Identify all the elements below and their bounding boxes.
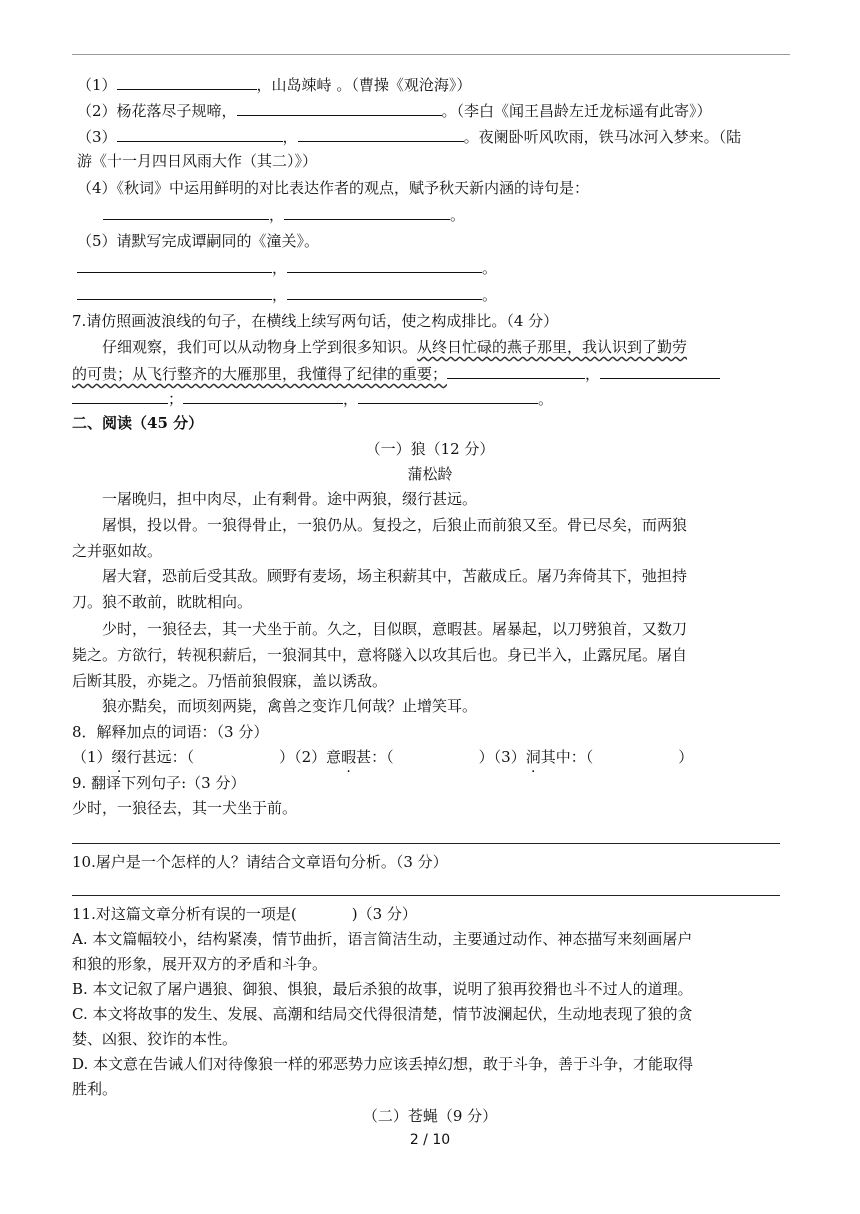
answer-blank[interactable] <box>117 124 283 142</box>
question-text: 。夜阑卧听风吹雨，铁马冰河入梦来。（陆 <box>463 128 742 146</box>
question-1-line <box>77 72 790 97</box>
question-4-line: （4）《秋词》中运用鲜明的对比表达作者的观点，赋予秋天新内涵的诗句是： <box>77 179 590 197</box>
question-2-line <box>77 98 790 123</box>
item-number: （1） <box>72 748 112 766</box>
question-number: （1） <box>77 76 117 94</box>
paragraph-cont: 之并驱如故。 <box>72 542 163 560</box>
item-text: 甚：（ <box>356 748 394 766</box>
question-8-line: 8．解释加点的词语：（3 分） <box>72 723 269 741</box>
question-4-answer <box>77 202 790 227</box>
comma: ， <box>272 259 288 277</box>
answer-blank[interactable] <box>298 124 464 142</box>
question-text: 。（李白《闻王昌龄左迁龙标遥有此寄》） <box>441 102 712 120</box>
question-8-items <box>72 745 790 769</box>
article-author: 蒲松龄 <box>407 465 453 483</box>
answer-blank[interactable] <box>284 202 450 220</box>
question-text: ，山岛竦峙 。（曹操《观沧海》） <box>256 76 472 94</box>
paragraph: 一屠晚归，担中肉尽，止有剩骨。途中两狼，缀行甚远。 <box>102 490 478 508</box>
answer-blank[interactable] <box>77 255 272 273</box>
question-7-body-3 <box>72 386 790 411</box>
question-9-line: 9. 翻译下列句子:（3 分） <box>72 774 246 792</box>
comma: ， <box>269 206 285 224</box>
body-text: 仔细观察，我们可以从动物身上学到很多知识。 <box>102 338 418 356</box>
question-3-cont: 游《十一月四日风雨大作（其二）》） <box>77 152 318 170</box>
answer-blank[interactable] <box>103 202 269 220</box>
option-a-cont: 和狼的形象，展开双方的矛盾和斗争。 <box>72 955 328 973</box>
answer-blank[interactable] <box>77 282 272 300</box>
item-text: 行甚远：（ <box>126 748 195 766</box>
answer-line[interactable] <box>72 843 780 844</box>
question-5-line: （5）请默写完成谭嗣同的《潼关》。 <box>77 232 320 250</box>
article-2-title: （二）苍蝇（9 分） <box>362 1107 498 1125</box>
question-11-line <box>72 902 790 926</box>
option-d: D. 本文意在告诫人们对待像狼一样的邪恶势力应该丢掉幻想，敢于斗争，善于斗争，才能取得 <box>72 1055 694 1073</box>
answer-blank[interactable] <box>117 72 257 90</box>
item-text: ） <box>678 748 694 766</box>
question-9-sentence: 少时，一狼径去，其一犬坐于前。 <box>72 799 298 817</box>
question-10-line: 10.屠户是一个怎样的人？请结合文章语句分析。（3 分） <box>72 853 448 871</box>
section-heading: 二、阅读（45 分） <box>72 414 204 432</box>
question-7-body-2 <box>72 361 790 386</box>
semicolon: ； <box>168 390 184 408</box>
question-text: 11.对这篇文章分析有误的一项是( <box>72 905 297 923</box>
answer-line[interactable] <box>72 895 780 896</box>
article-title: （一）狼（12 分） <box>365 440 495 458</box>
answer-blank[interactable] <box>447 361 585 379</box>
dotted-char: 暇 <box>341 748 357 766</box>
dotted-char: 洞 <box>525 748 541 766</box>
question-3-line <box>77 124 790 149</box>
comma: ， <box>282 128 298 146</box>
wavy-underlined-text: ；从飞行整齐的大雁那里，我懂得了纪律的重要； <box>117 365 448 383</box>
answer-blank[interactable] <box>287 255 482 273</box>
page-number: 2 / 10 <box>409 1132 451 1148</box>
question-number: （3） <box>77 128 117 146</box>
option-a: A. 本文篇幅较小，结构紧凑，情节曲折，语言简洁生动，主要通过动作、神态描写来刻画屠户 <box>72 930 693 948</box>
paragraph: 屠大窘，恐前后受其敌。顾野有麦场，场主积薪其中，苫蔽成丘。屠乃奔倚其下，弛担持 <box>102 567 688 585</box>
comma: ， <box>585 365 601 383</box>
question-text: )（3 分） <box>351 905 417 923</box>
paragraph: 狼亦黠矣，而顷刻两毙，禽兽之变诈几何哉？止增笑耳。 <box>102 697 478 715</box>
item-text: 其中：（ <box>540 748 594 766</box>
question-text: （2）杨花落尽子规啼， <box>77 102 237 120</box>
answer-blank[interactable] <box>237 98 442 116</box>
comma: ， <box>343 390 359 408</box>
dotted-char: 缀 <box>111 748 127 766</box>
question-7-line: 7.请仿照画波浪线的句子，在横线上续写两句话，使之构成排比。（4 分） <box>72 312 559 330</box>
question-7-body-1 <box>72 335 790 359</box>
period: 。 <box>538 390 554 408</box>
paragraph: 屠惧，投以骨。一狼得骨止，一狼仍从。复投之，后狼止而前狼又至。骨已尽矣，而两狼 <box>102 516 688 534</box>
comma: ， <box>272 286 288 304</box>
header-rule <box>72 54 790 55</box>
answer-blank[interactable] <box>72 386 168 404</box>
paragraph: 少时，一狼径去，其一犬坐于前。久之，目似瞑，意暇甚。屠暴起，以刀劈狼首，又数刀 <box>102 620 688 638</box>
option-b: B. 本文记叙了屠户遇狼、御狼、惧狼，最后杀狼的故事，说明了狼再狡猾也斗不过人的道理。 <box>72 980 693 998</box>
answer-blank[interactable] <box>287 282 482 300</box>
wavy-underlined-text: 的可贵 <box>72 365 118 383</box>
paragraph-cont: 毙之。方欲行，转视积薪后，一狼洞其中，意将隧入以攻其后也。身已半入，止露尻尾。屠自 <box>72 646 688 664</box>
answer-blank[interactable] <box>183 386 343 404</box>
paragraph-cont: 刀。狼不敢前，眈眈相向。 <box>72 593 253 611</box>
answer-blank[interactable] <box>358 386 538 404</box>
option-c: C. 本文将故事的发生、发展、高潮和结局交代得很清楚，情节波澜起伏，生动地表现了狼的贪 <box>72 1005 693 1023</box>
item-text: ）（2）意 <box>279 748 342 766</box>
period: 。 <box>482 286 498 304</box>
option-d-cont: 胜利。 <box>72 1080 118 1098</box>
question-5-answer-2 <box>77 282 790 307</box>
question-5-answer-1 <box>77 255 790 280</box>
option-c-cont: 婪、凶狠、狡诈的本性。 <box>72 1030 238 1048</box>
item-text: ）（3） <box>478 748 526 766</box>
answer-blank[interactable] <box>600 361 720 379</box>
wavy-underlined-text: 从终日忙碌的燕子那里，我认识到了勤劳 <box>417 338 688 356</box>
period: 。 <box>450 206 466 224</box>
paragraph-cont: 后断其股，亦毙之。乃悟前狼假寐，盖以诱敌。 <box>72 672 388 690</box>
period: 。 <box>482 259 498 277</box>
